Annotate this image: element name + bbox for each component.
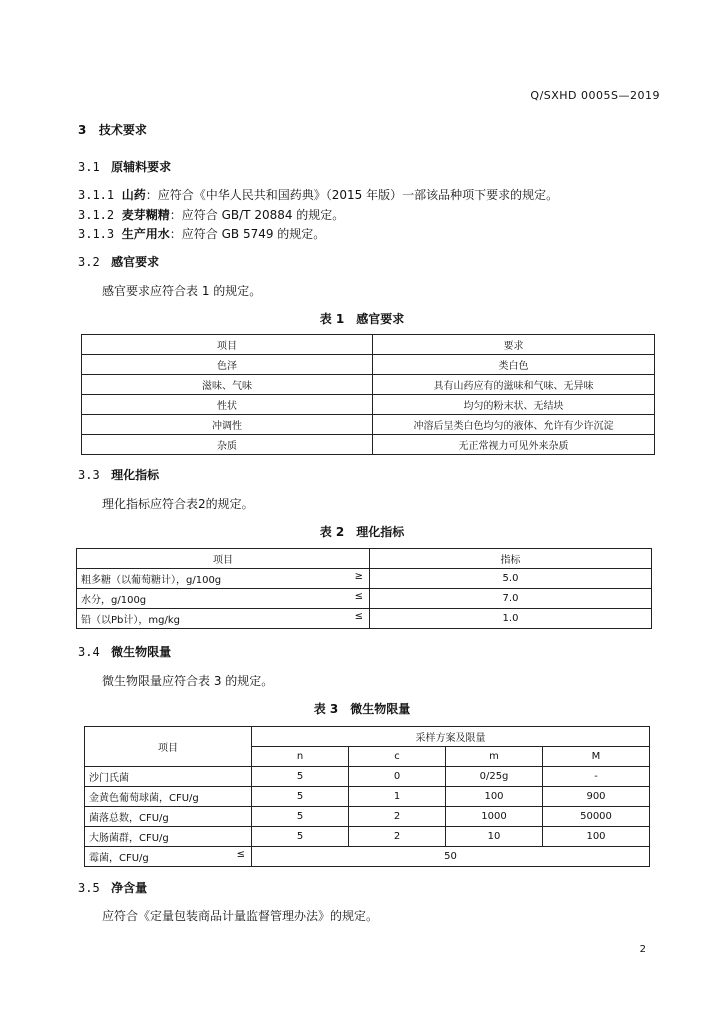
table-cell: 0 (349, 767, 446, 787)
table-1-caption: 表 1 感官要求 (319, 312, 405, 326)
clause-term: 生产用水 (121, 227, 170, 241)
table-cell: 滋味、气味 (82, 375, 373, 395)
table-2-caption: 表 2 理化指标 (319, 525, 405, 539)
table-cell (77, 609, 370, 629)
clause-number: 3.1.1 (78, 188, 115, 202)
section-3-5-heading (78, 879, 147, 896)
table-row (77, 569, 652, 589)
table-header-cell: 指标 (370, 549, 652, 569)
table-row (82, 395, 655, 415)
section-3-3-paragraph: 理化指标应符合表2的规定。 (102, 497, 254, 511)
table-cell: 均匀的粉末状、无结块 (373, 395, 655, 415)
table-1-sensory (81, 334, 655, 455)
comparison-symbol: ≥ (354, 571, 363, 582)
table-cell: 大肠菌群，CFU/g (85, 827, 252, 847)
table-cell: 0/25g (446, 767, 543, 787)
table-row (82, 375, 655, 395)
table-header-cell: 项目 (82, 335, 373, 355)
section-title: 技术要求 (98, 123, 147, 137)
table-cell: 冲溶后呈类白色均匀的液体、允许有少许沉淀 (373, 415, 655, 435)
section-3-5-paragraph: 应符合《定量包装商品计量监督管理办法》的规定。 (102, 909, 379, 923)
table-cell (77, 589, 370, 609)
table-cell: 5.0 (370, 569, 652, 589)
table-cell: 10 (446, 827, 543, 847)
table-cell: 5 (252, 807, 349, 827)
table-row (85, 787, 650, 807)
table-cell: 金黄色葡萄球菌，CFU/g (85, 787, 252, 807)
table-cell: - (543, 767, 650, 787)
section-title: 感官要求 (111, 255, 160, 269)
table-cell: 900 (543, 787, 650, 807)
item-label: 水分，g/100g (81, 595, 147, 606)
table-row (85, 767, 650, 787)
table-cell: 5 (252, 787, 349, 807)
section-title: 理化指标 (111, 468, 160, 482)
table-row (82, 355, 655, 375)
table-header-row (85, 727, 650, 747)
table-row (85, 807, 650, 827)
table-cell: 7.0 (370, 589, 652, 609)
page-number: 2 (639, 944, 646, 955)
clause-number: 3.1.3 (78, 227, 115, 241)
table-row (82, 415, 655, 435)
table-cell: 50000 (543, 807, 650, 827)
comparison-symbol: ≤ (354, 611, 363, 622)
section-number: 3.3 (78, 468, 100, 482)
section-title: 净含量 (111, 881, 148, 895)
section-title: 原辅料要求 (111, 160, 172, 174)
section-title: 微生物限量 (111, 645, 172, 659)
table-cell: 菌落总数，CFU/g (85, 807, 252, 827)
clause-3-1-3 (78, 225, 325, 242)
table-cell: 无正常视力可见外来杂质 (373, 435, 655, 455)
table-cell: 1.0 (370, 609, 652, 629)
comparison-symbol: ≤ (236, 849, 245, 860)
table-cell: 100 (543, 827, 650, 847)
clause-term: 麦芽糊精 (121, 208, 170, 222)
section-number: 3 (78, 123, 87, 137)
section-3-heading (78, 121, 147, 138)
table-cell: 1 (349, 787, 446, 807)
table-header-cell: m (446, 747, 543, 767)
table-row (77, 609, 652, 629)
document-id-header: Q/SXHD 0005S—2019 (530, 89, 660, 102)
table-cell: 100 (446, 787, 543, 807)
table-3-microbial (84, 726, 650, 867)
table-cell: 色泽 (82, 355, 373, 375)
comparison-symbol: ≤ (354, 591, 363, 602)
table-cell: 杂质 (82, 435, 373, 455)
item-label: 铅（以Pb计），mg/kg (81, 615, 180, 626)
table-header-cell: M (543, 747, 650, 767)
section-number: 3.1 (78, 160, 100, 174)
table-header-cell: 要求 (373, 335, 655, 355)
table-cell: 沙门氏菌 (85, 767, 252, 787)
table-2-physicochemical (76, 548, 652, 629)
section-number: 3.5 (78, 881, 100, 895)
table-cell: 具有山药应有的滋味和气味、无异味 (373, 375, 655, 395)
section-3-2-paragraph: 感官要求应符合表 1 的规定。 (102, 284, 262, 298)
table-row (77, 589, 652, 609)
section-number: 3.2 (78, 255, 100, 269)
table-header-row (77, 549, 652, 569)
clause-text: ：应符合 GB 5749 的规定。 (169, 227, 326, 241)
table-cell (85, 847, 252, 867)
clause-3-1-2 (78, 206, 344, 223)
table-header-cell: 项目 (77, 549, 370, 569)
table-row (85, 827, 650, 847)
table-cell: 50 (252, 847, 650, 867)
table-header-row (82, 335, 655, 355)
section-3-2-heading (78, 253, 159, 270)
section-3-1-heading (78, 158, 171, 175)
table-cell: 类白色 (373, 355, 655, 375)
item-label: 粗多糖（以葡萄糖计），g/100g (81, 575, 222, 586)
table-cell: 2 (349, 807, 446, 827)
table-header-cell: n (252, 747, 349, 767)
clause-number: 3.1.2 (78, 208, 115, 222)
table-cell: 2 (349, 827, 446, 847)
table-row (85, 847, 650, 867)
table-cell: 冲调性 (82, 415, 373, 435)
table-header-cell: 采样方案及限量 (252, 727, 650, 747)
table-header-cell: 项目 (85, 727, 252, 767)
clause-text: ：应符合《中华人民共和国药典》（2015 年版）一部该品种项下要求的规定。 (145, 188, 559, 202)
table-cell: 1000 (446, 807, 543, 827)
table-cell (77, 569, 370, 589)
section-3-4-heading (78, 643, 171, 660)
table-3-caption: 表 3 微生物限量 (313, 702, 411, 716)
table-cell: 性状 (82, 395, 373, 415)
item-label: 霉菌，CFU/g (89, 853, 149, 864)
section-3-3-heading (78, 466, 159, 483)
clause-term: 山药 (121, 188, 146, 202)
table-header-cell: c (349, 747, 446, 767)
table-cell: 5 (252, 767, 349, 787)
clause-3-1-1 (78, 186, 558, 203)
table-cell: 5 (252, 827, 349, 847)
section-number: 3.4 (78, 645, 100, 659)
section-3-4-paragraph: 微生物限量应符合表 3 的规定。 (102, 674, 274, 688)
table-row (82, 435, 655, 455)
clause-text: ：应符合 GB/T 20884 的规定。 (169, 208, 345, 222)
